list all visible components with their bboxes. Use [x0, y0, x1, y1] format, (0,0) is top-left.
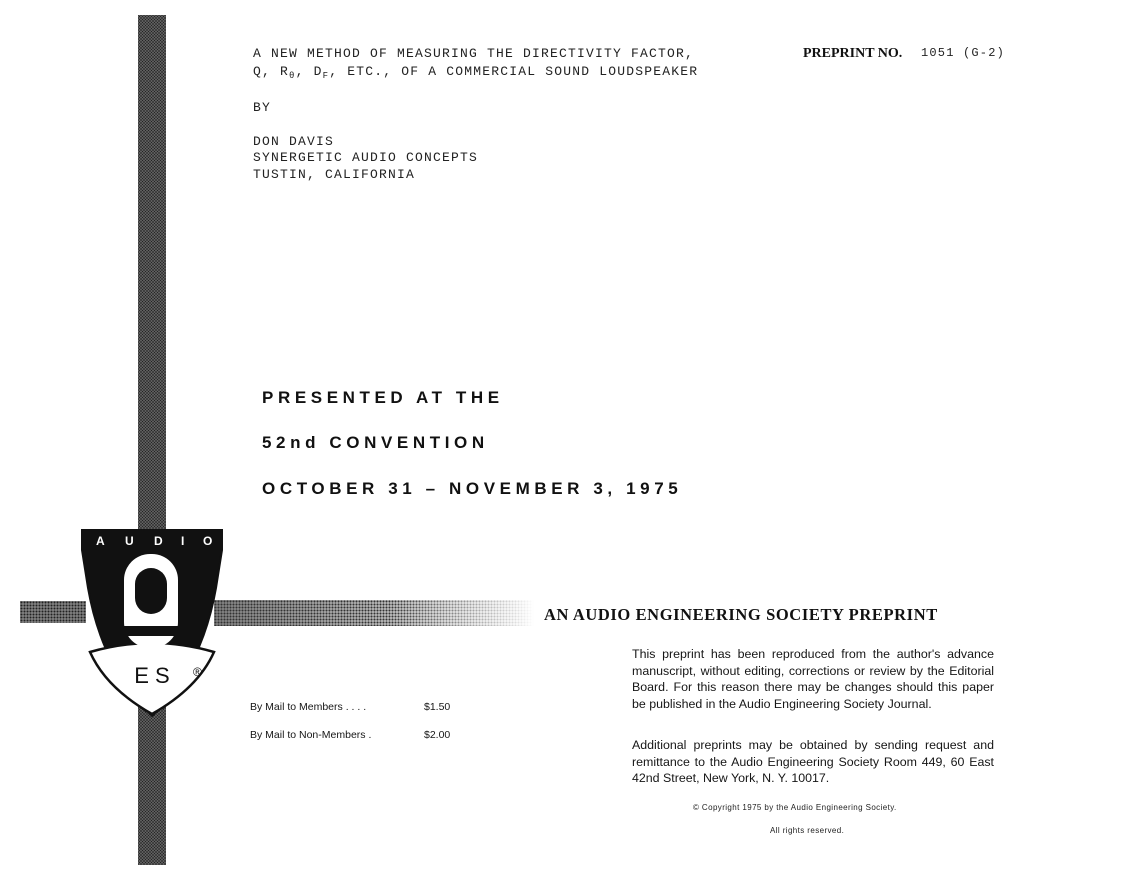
horizontal-stipple-bar-right	[214, 600, 534, 626]
registered-mark: ®	[193, 665, 202, 679]
preprint-number: 1051 (G-2)	[921, 46, 1006, 60]
logo-letter-u: U	[125, 534, 134, 548]
logo-letter-o: O	[203, 534, 213, 548]
notice-paragraph-1: This preprint has been reproduced from the author's advance manuscript, without editing, corrections or review by the Editorial Board. For this reason there may be changes should this paper be published in the Audio Engineering Society Journal.	[632, 647, 994, 711]
price-nonmembers	[250, 729, 460, 741]
author-location: TUSTIN, CALIFORNIA	[253, 167, 416, 182]
author-name: DON DAVIS	[253, 134, 335, 149]
presented-line-1: PRESENTED AT THE	[262, 388, 504, 407]
rights-reserved: All rights reserved.	[770, 826, 845, 835]
title-line-1: A NEW METHOD OF MEASURING THE DIRECTIVITY FACTOR,	[253, 46, 695, 61]
author-affiliation: SYNERGETIC AUDIO CONCEPTS	[253, 150, 479, 165]
logo-letter-i: I	[181, 534, 185, 548]
price-members-amount: $1.50	[424, 701, 451, 713]
aes-shield-logo	[80, 528, 224, 718]
title-line-2: Q, $R_\theta$, $D_F$, ETC., OF A COMMERCIAL SOUND LOUDSPEAKER	[253, 64, 699, 81]
logo-letter-a: A	[96, 534, 105, 548]
price-nonmembers-label: By Mail to Non-Members .	[250, 729, 372, 741]
notice-paragraph-2: Additional preprints may be obtained by sending request and remittance to the Audio Engineering Society Room 449, 60 East 42nd Street, New York, N. Y. 10017.	[632, 738, 994, 786]
preprint-label: PREPRINT NO.	[803, 46, 903, 61]
by-label: BY	[253, 100, 272, 115]
society-headline: AN AUDIO ENGINEERING SOCIETY PREPRINT	[544, 605, 938, 624]
vertical-stipple-bar	[138, 15, 166, 865]
price-members	[250, 701, 460, 713]
copyright-notice: © Copyright 1975 by the Audio Engineering Society.	[693, 803, 897, 812]
presented-line-3: OCTOBER 31 – NOVEMBER 3, 1975	[262, 479, 683, 498]
price-nonmembers-amount: $2.00	[424, 729, 451, 741]
logo-es-text: E S	[134, 663, 170, 688]
price-members-label: By Mail to Members . . . .	[250, 701, 367, 713]
presented-line-2: 52nd CONVENTION	[262, 433, 489, 452]
horizontal-stipple-bar-left	[20, 601, 86, 623]
logo-letter-d: D	[154, 534, 163, 548]
